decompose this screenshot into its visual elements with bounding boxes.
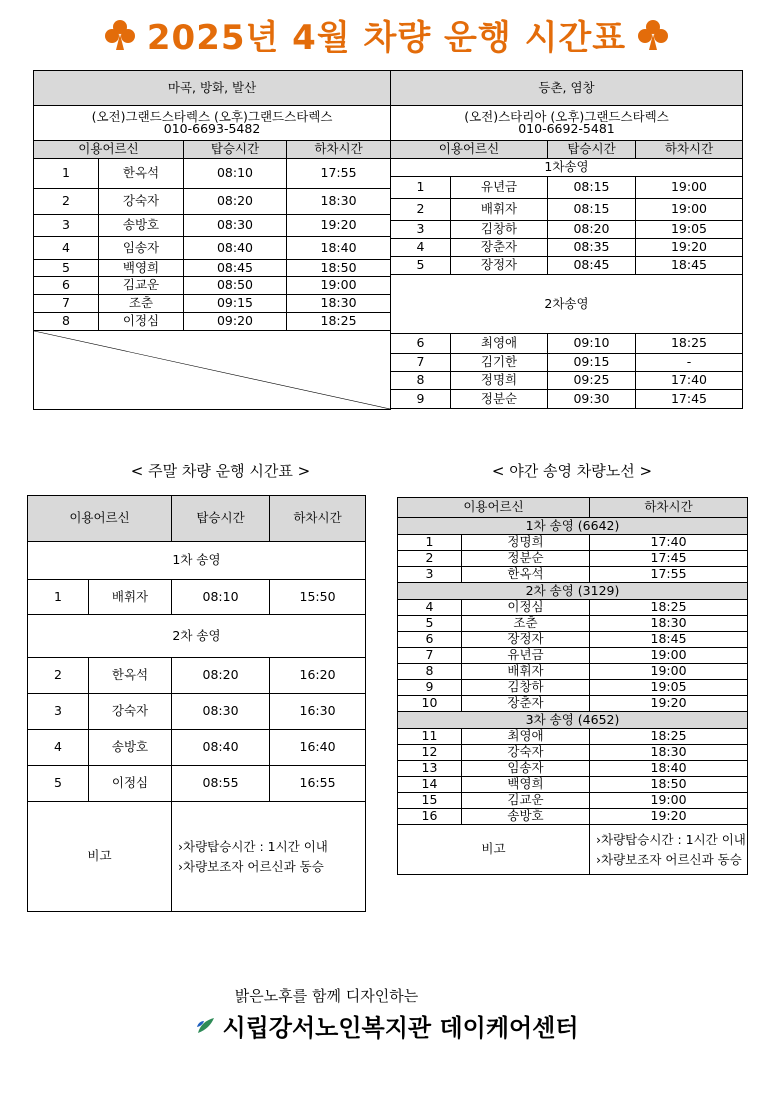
row-number: 5 [391, 257, 451, 275]
weekend-table [27, 495, 366, 912]
row-number: 1 [398, 535, 462, 551]
dropoff-time: 18:45 [636, 257, 743, 275]
row-number: 2 [28, 658, 89, 694]
row-number: 3 [398, 567, 462, 583]
dropoff-time: 18:50 [287, 260, 391, 277]
senior-name: 배휘자 [89, 580, 172, 615]
row-number: 6 [398, 632, 462, 648]
dropoff-time: 17:40 [590, 535, 748, 551]
senior-name: 정명희 [462, 535, 590, 551]
dropoff-time: 16:30 [270, 694, 366, 730]
senior-name: 한옥석 [89, 658, 172, 694]
dropoff-time: 19:05 [636, 221, 743, 239]
table-row [34, 277, 391, 295]
dropoff-time: 17:45 [636, 390, 743, 409]
note-label: 비고 [398, 825, 590, 875]
group-label: 1차 송영 [28, 542, 366, 580]
dropoff-time: 18:30 [287, 189, 391, 215]
note-text: ›차량탑승시간 : 1시간 이내 ›차량보조자 어르신과 동승 [172, 802, 366, 912]
boarding-time: 09:10 [548, 334, 636, 354]
senior-name: 장정자 [462, 632, 590, 648]
table-row [34, 295, 391, 313]
right-route-table [390, 70, 743, 409]
boarding-time: 08:20 [184, 189, 287, 215]
dropoff-time: 18:30 [287, 295, 391, 313]
dropoff-time: 19:20 [590, 809, 748, 825]
col-header: 하차시간 [287, 141, 391, 159]
group-label: 1차송영 [391, 159, 743, 177]
senior-name: 강숙자 [99, 189, 184, 215]
boarding-time: 08:20 [172, 658, 270, 694]
table-row [391, 390, 743, 409]
row-number: 7 [34, 295, 99, 313]
table-row [398, 680, 748, 696]
dropoff-time: 18:40 [287, 237, 391, 260]
left-route-table [33, 70, 391, 410]
boarding-time: 08:15 [548, 199, 636, 221]
col-header: 탑승시간 [548, 141, 636, 159]
row-number: 16 [398, 809, 462, 825]
table-row [398, 535, 748, 551]
table-row [34, 313, 391, 331]
dropoff-time: 18:25 [590, 729, 748, 745]
boarding-time: 08:30 [184, 215, 287, 237]
dropoff-time: 16:40 [270, 730, 366, 766]
row-number: 2 [34, 189, 99, 215]
area-header: 등촌, 염창 [391, 71, 743, 106]
table-row [34, 215, 391, 237]
row-number: 6 [391, 334, 451, 354]
table-row [34, 159, 391, 189]
dropoff-time: 18:25 [590, 600, 748, 616]
table-row [391, 199, 743, 221]
table-row [34, 189, 391, 215]
boarding-time: 08:45 [548, 257, 636, 275]
senior-name: 김창하 [451, 221, 548, 239]
boarding-time: 08:35 [548, 239, 636, 257]
dropoff-time: 17:45 [590, 551, 748, 567]
row-number: 9 [391, 390, 451, 409]
table-row [391, 372, 743, 390]
table-row [398, 616, 748, 632]
row-number: 6 [34, 277, 99, 295]
boarding-time: 08:55 [172, 766, 270, 802]
row-number: 2 [398, 551, 462, 567]
row-number: 4 [34, 237, 99, 260]
table-row [398, 696, 748, 712]
row-number: 15 [398, 793, 462, 809]
footer-tagline: 밝은노후를 함께 디자인하는 [234, 987, 419, 1005]
senior-name: 이정심 [99, 313, 184, 331]
row-number: 7 [391, 354, 451, 372]
table-row [398, 664, 748, 680]
row-number: 5 [398, 616, 462, 632]
senior-name: 김교운 [462, 793, 590, 809]
senior-name: 유년금 [462, 648, 590, 664]
row-number: 4 [28, 730, 89, 766]
boarding-time: 09:20 [184, 313, 287, 331]
table-row [28, 658, 366, 694]
dropoff-time: 18:50 [590, 777, 748, 793]
dropoff-time: 19:00 [636, 177, 743, 199]
row-number: 4 [398, 600, 462, 616]
dropoff-time: 15:50 [270, 580, 366, 615]
senior-name: 장정자 [451, 257, 548, 275]
boarding-time: 09:25 [548, 372, 636, 390]
group-label: 3차 송영 (4652) [398, 712, 748, 729]
row-number: 5 [28, 766, 89, 802]
col-header: 이용어르신 [28, 496, 172, 542]
senior-name: 배휘자 [451, 199, 548, 221]
senior-name: 조춘 [99, 295, 184, 313]
group-label: 1차 송영 (6642) [398, 518, 748, 535]
boarding-time: 08:15 [548, 177, 636, 199]
dropoff-time: 19:20 [636, 239, 743, 257]
table-row [34, 237, 391, 260]
senior-name: 백영희 [99, 260, 184, 277]
footer-org: 시립강서노인복지관 데이케어센터 [0, 1008, 773, 1043]
table-row [28, 580, 366, 615]
col-header: 탑승시간 [172, 496, 270, 542]
col-header: 이용어르신 [34, 141, 184, 159]
table-row [398, 809, 748, 825]
senior-name: 최영애 [462, 729, 590, 745]
senior-name: 유년금 [451, 177, 548, 199]
table-row [398, 761, 748, 777]
table-row [398, 648, 748, 664]
dropoff-time: 17:40 [636, 372, 743, 390]
dropoff-time: 18:25 [636, 334, 743, 354]
row-number: 8 [391, 372, 451, 390]
row-number: 3 [391, 221, 451, 239]
group-label: 2차송영 [391, 275, 743, 334]
dropoff-time: 19:00 [636, 199, 743, 221]
dropoff-time: 18:40 [590, 761, 748, 777]
dropoff-time: 19:20 [287, 215, 391, 237]
table-row [28, 694, 366, 730]
table-row [398, 551, 748, 567]
senior-name: 이정심 [462, 600, 590, 616]
table-row [398, 632, 748, 648]
table-row [398, 567, 748, 583]
table-row [398, 729, 748, 745]
weekend-subtitle: < 주말 차량 운행 시간표 > [130, 462, 311, 480]
row-number: 14 [398, 777, 462, 793]
senior-name: 배휘자 [462, 664, 590, 680]
senior-name: 강숙자 [462, 745, 590, 761]
senior-name: 조춘 [462, 616, 590, 632]
senior-name: 강숙자 [89, 694, 172, 730]
club-icon [103, 18, 137, 52]
night-table [397, 497, 748, 875]
row-number: 8 [398, 664, 462, 680]
club-icon [636, 18, 670, 52]
vehicle-info: (오전)스타리아 (오후)그랜드스타렉스 010-6692-5481 [391, 106, 743, 141]
dropoff-time: 18:30 [590, 745, 748, 761]
row-number: 12 [398, 745, 462, 761]
vehicle-info: (오전)그랜드스타렉스 (오후)그랜드스타렉스 010-6693-5482 [34, 106, 391, 141]
boarding-time: 08:20 [548, 221, 636, 239]
dropoff-time: 19:05 [590, 680, 748, 696]
dropoff-time: 17:55 [287, 159, 391, 189]
dropoff-time: 18:45 [590, 632, 748, 648]
senior-name: 정명희 [451, 372, 548, 390]
col-header: 하차시간 [270, 496, 366, 542]
senior-name: 임송자 [462, 761, 590, 777]
col-header: 이용어르신 [391, 141, 548, 159]
table-row [391, 177, 743, 199]
boarding-time: 09:15 [184, 295, 287, 313]
boarding-time: 08:40 [184, 237, 287, 260]
senior-name: 임송자 [99, 237, 184, 260]
senior-name: 장춘자 [451, 239, 548, 257]
boarding-time: 08:45 [184, 260, 287, 277]
row-number: 10 [398, 696, 462, 712]
boarding-time: 08:50 [184, 277, 287, 295]
table-row [398, 745, 748, 761]
boarding-time: 08:10 [184, 159, 287, 189]
senior-name: 김창하 [462, 680, 590, 696]
col-header: 탑승시간 [184, 141, 287, 159]
boarding-time: 09:30 [548, 390, 636, 409]
table-row [391, 257, 743, 275]
dropoff-time: 19:00 [287, 277, 391, 295]
senior-name: 송방호 [89, 730, 172, 766]
table-row [391, 239, 743, 257]
dropoff-time: 19:00 [590, 793, 748, 809]
col-header: 하차시간 [636, 141, 743, 159]
senior-name: 한옥석 [99, 159, 184, 189]
dropoff-time: 16:20 [270, 658, 366, 694]
dropoff-time: 19:00 [590, 648, 748, 664]
senior-name: 이정심 [89, 766, 172, 802]
row-number: 3 [34, 215, 99, 237]
dropoff-time: - [636, 354, 743, 372]
senior-name: 송방호 [99, 215, 184, 237]
senior-name: 송방호 [462, 809, 590, 825]
table-row [28, 766, 366, 802]
group-label: 2차 송영 [28, 615, 366, 658]
boarding-time: 08:30 [172, 694, 270, 730]
boarding-time: 08:10 [172, 580, 270, 615]
row-number: 3 [28, 694, 89, 730]
row-number: 1 [28, 580, 89, 615]
senior-name: 최영애 [451, 334, 548, 354]
table-row [398, 793, 748, 809]
row-number: 13 [398, 761, 462, 777]
area-header: 마곡, 방화, 발산 [34, 71, 391, 106]
row-number: 1 [391, 177, 451, 199]
boarding-time: 09:15 [548, 354, 636, 372]
logo-leaf-icon [194, 1015, 216, 1037]
table-row [398, 777, 748, 793]
row-number: 9 [398, 680, 462, 696]
senior-name: 정분순 [462, 551, 590, 567]
dropoff-time: 19:20 [590, 696, 748, 712]
dropoff-time: 19:00 [590, 664, 748, 680]
row-number: 7 [398, 648, 462, 664]
col-header: 하차시간 [590, 498, 748, 518]
note-label: 비고 [28, 802, 172, 912]
row-number: 8 [34, 313, 99, 331]
table-row [391, 354, 743, 372]
page-title [0, 10, 773, 59]
senior-name: 장춘자 [462, 696, 590, 712]
dropoff-time: 18:25 [287, 313, 391, 331]
title-text: 2025년 4월 차량 운행 시간표 [146, 18, 627, 58]
note-text: ›차량탑승시간 : 1시간 이내 ›차량보조자 어르신과 동승 [590, 825, 748, 875]
senior-name: 김교운 [99, 277, 184, 295]
dropoff-time: 18:30 [590, 616, 748, 632]
senior-name: 백영희 [462, 777, 590, 793]
table-row [391, 221, 743, 239]
dropoff-time: 16:55 [270, 766, 366, 802]
col-header: 이용어르신 [398, 498, 590, 518]
row-number: 4 [391, 239, 451, 257]
row-number: 2 [391, 199, 451, 221]
empty-diagonal-cell [34, 331, 391, 410]
group-label: 2차 송영 (3129) [398, 583, 748, 600]
table-row [391, 334, 743, 354]
table-row [34, 260, 391, 277]
night-subtitle: < 야간 송영 차량노선 > [491, 462, 653, 480]
senior-name: 한옥석 [462, 567, 590, 583]
table-row [28, 730, 366, 766]
table-row [398, 600, 748, 616]
row-number: 5 [34, 260, 99, 277]
row-number: 11 [398, 729, 462, 745]
row-number: 1 [34, 159, 99, 189]
senior-name: 김기한 [451, 354, 548, 372]
dropoff-time: 17:55 [590, 567, 748, 583]
senior-name: 정분순 [451, 390, 548, 409]
boarding-time: 08:40 [172, 730, 270, 766]
